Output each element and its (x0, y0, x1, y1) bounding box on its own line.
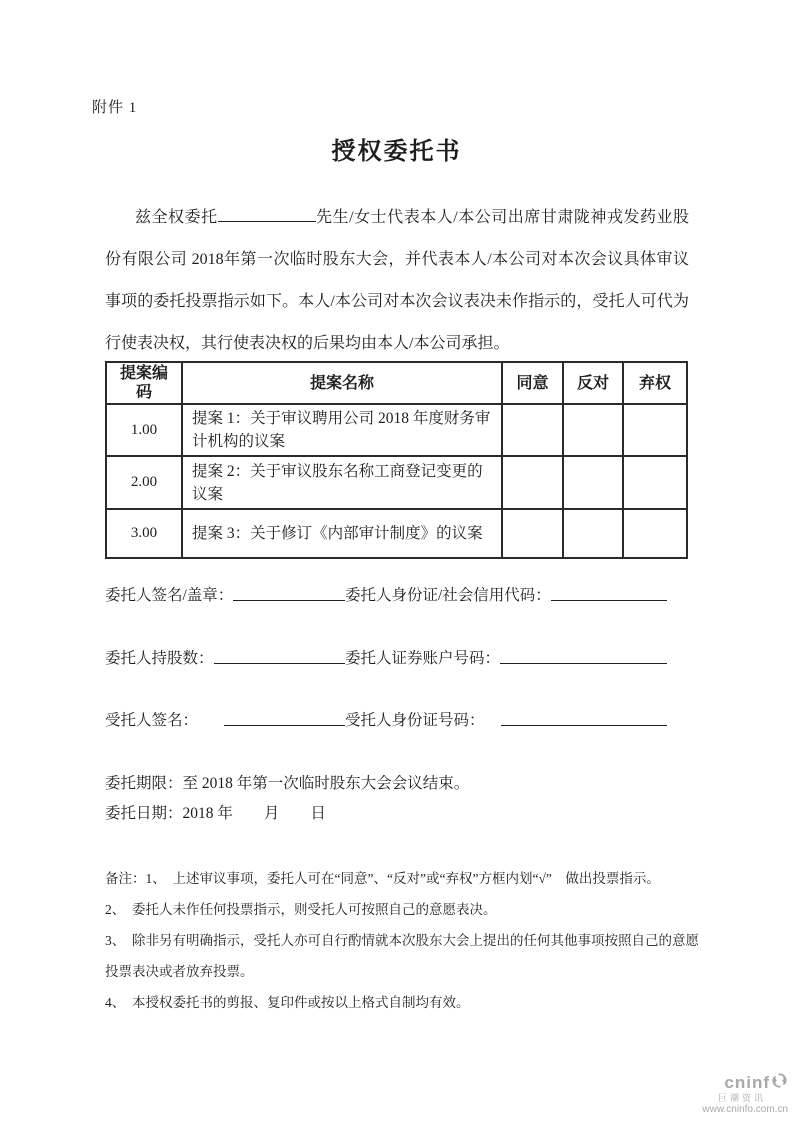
principal-holdings-label: 委托人持股数： (105, 650, 214, 667)
cninfo-swirl-icon (771, 1072, 788, 1092)
abstain-vote-cell (623, 456, 687, 509)
principal-signature-row (105, 586, 688, 606)
table-row (106, 456, 687, 509)
principal-id-label: 委托人身份证/社会信用代码： (345, 587, 551, 604)
proxy-date-line: 委托日期：2018 年 月 日 (105, 805, 326, 822)
intro-lead: 兹全权委托 (135, 209, 218, 226)
note-item: 3、 除非另有明确指示，受托人亦可自行酌情就本次股东大会上提出的任何其他事项按照自己的意愿投票表决或者放弃投票。 (105, 933, 699, 979)
intro-rest: 先生/女士代表本人/本公司出席甘肃陇神戎发药业股份有限公司 2018年第一次临时股东大会，并代表本人/本公司对本次会议具体审议事项的委托投票指示如下。本人/本公司对本次会议表决未作指示的，受托人可代为行使表决权，其行使表决权的后果均由本人/本公司承担。 (105, 209, 689, 352)
table-row (106, 404, 687, 456)
notes-section (105, 863, 699, 1018)
trustee-id-label: 受托人身份证号码： (345, 712, 485, 729)
note-item: 2、 委托人未作任何投票指示，则受托人可按照自己的意愿表决。 (105, 902, 497, 917)
principal-account-label: 委托人证券账户号码： (345, 650, 501, 667)
proposal-name-cell: 提案 2：关于审议股东名称工商登记变更的议案 (182, 456, 502, 509)
trustee-signature-blank (224, 711, 345, 726)
header-agree: 同意 (502, 362, 563, 404)
note-item: 4、 本授权委托书的剪报、复印件或按以上格式自制均有效。 (105, 995, 470, 1010)
against-vote-cell (563, 456, 623, 509)
note-item: 备注：1、 上述审议事项，委托人可在“同意”、“反对”或“弃权”方框内划“√” 做出投票指示。 (105, 871, 660, 886)
principal-signature-label: 委托人签名/盖章： (105, 587, 234, 604)
proposal-code-cell: 2.00 (106, 456, 182, 509)
principal-account-blank (500, 649, 667, 664)
trustee-id-blank (501, 711, 667, 726)
cninfo-logo (678, 1072, 788, 1115)
proposal-table (105, 361, 688, 559)
against-vote-cell (563, 509, 623, 558)
table-header-row (106, 362, 687, 404)
principal-holdings-blank (214, 649, 345, 664)
principal-id-blank (551, 586, 667, 601)
attachment-label: 附件 1 (92, 100, 138, 116)
proposal-code-cell: 3.00 (106, 509, 182, 558)
cninfo-logo-caption: 巨潮资讯 (717, 1093, 766, 1103)
table-row (106, 509, 687, 558)
against-vote-cell (563, 404, 623, 456)
proposal-code-cell: 1.00 (106, 404, 182, 456)
principal-name-blank (218, 209, 316, 222)
agree-vote-cell (502, 404, 563, 456)
proxy-period-line: 委托期限：至 2018 年第一次临时股东大会会议结束。 (105, 775, 470, 792)
abstain-vote-cell (623, 404, 687, 456)
cninfo-logo-url: www.cninfo.com.cn (702, 1104, 788, 1115)
trustee-signature-row (105, 711, 688, 731)
cninfo-logo-text: cninf (724, 1072, 770, 1092)
principal-holdings-row (105, 649, 688, 669)
header-proposal-code: 提案编码 (106, 362, 182, 404)
intro-paragraph (105, 197, 689, 365)
proposal-name-cell: 提案 3：关于修订《内部审计制度》的议案 (182, 509, 502, 558)
agree-vote-cell (502, 509, 563, 558)
abstain-vote-cell (623, 509, 687, 558)
header-against: 反对 (563, 362, 623, 404)
principal-signature-blank (233, 586, 345, 601)
agree-vote-cell (502, 456, 563, 509)
trustee-signature-label: 受托人签名： (105, 712, 199, 729)
header-proposal-name: 提案名称 (182, 362, 502, 404)
proposal-name-cell: 提案 1：关于审议聘用公司 2018 年度财务审计机构的议案 (182, 404, 502, 456)
header-abstain: 弃权 (623, 362, 687, 404)
page-title: 授权委托书 (331, 139, 462, 165)
